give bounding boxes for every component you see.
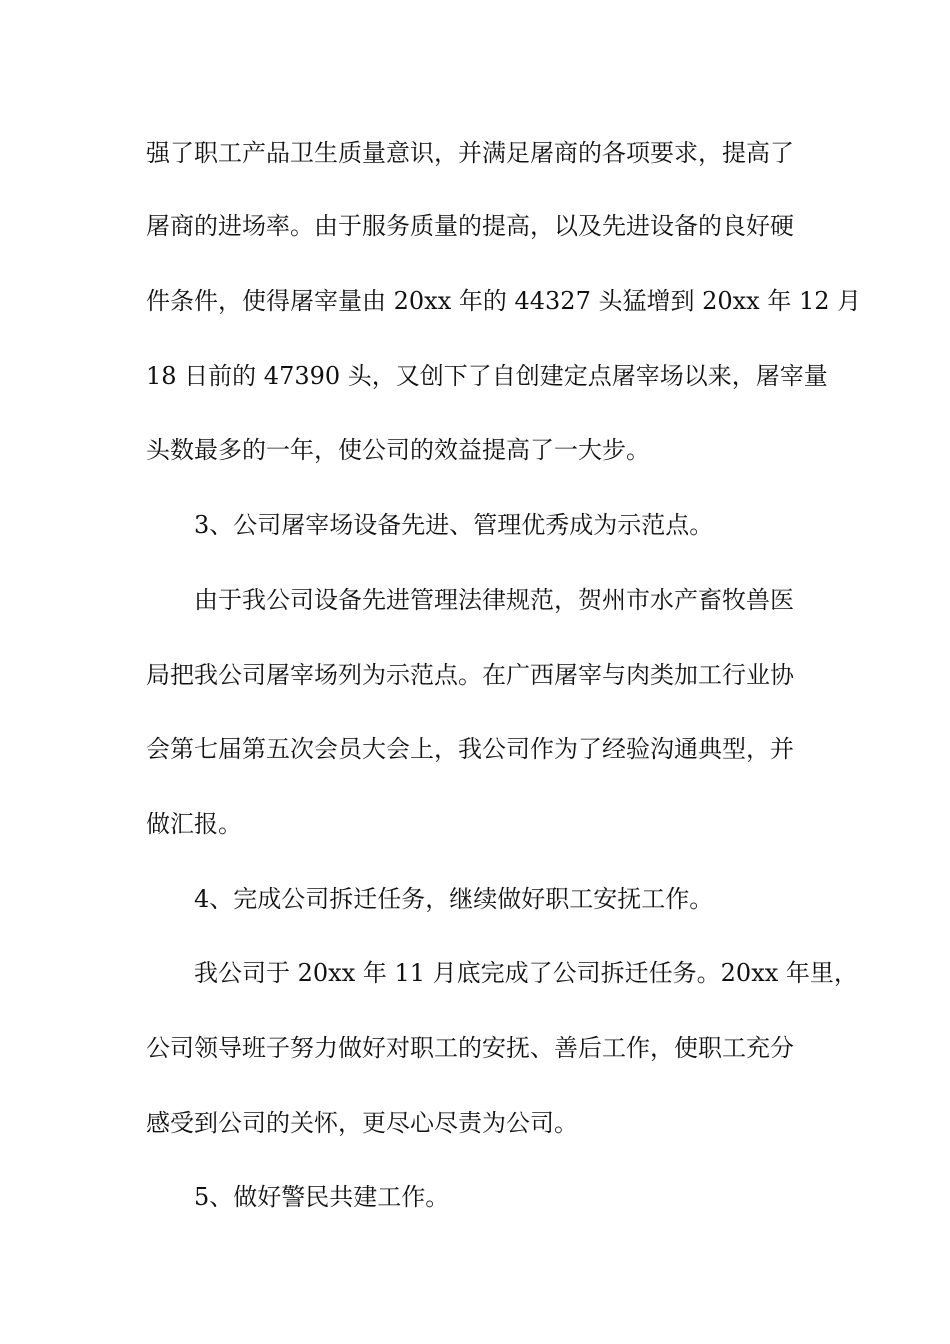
paragraph-line: 强了职工产品卫生质量意识，并满足屠商的各项要求，提高了: [146, 139, 794, 167]
paragraph-line: 我公司于 20xx 年 11 月底完成了公司拆迁任务。20xx 年里，: [194, 959, 858, 987]
paragraph-line: 件条件，使得屠宰量由 20xx 年的 44327 头猛增到 20xx 年 12 月: [146, 287, 862, 315]
paragraph-line: 公司领导班子努力做好对职工的安抚、善后工作，使职工充分: [146, 1034, 794, 1062]
paragraph-line: 感受到公司的关怀，更尽心尽责为公司。: [146, 1109, 578, 1137]
paragraph-line: 由于我公司设备先进管理法律规范，贺州市水产畜牧兽医: [194, 586, 794, 614]
paragraph-line: 会第七届第五次会员大会上，我公司作为了经验沟通典型，并: [146, 735, 794, 763]
section-heading-3: 3、公司屠宰场设备先进、管理优秀成为示范点。: [194, 511, 714, 539]
paragraph-line: 做汇报。: [146, 810, 242, 838]
section-heading-4: 4、完成公司拆迁任务，继续做好职工安抚工作。: [194, 885, 714, 913]
paragraph-line: 18 日前的 47390 头，又创下了自创建定点屠宰场以来，屠宰量: [146, 362, 828, 390]
paragraph-line: 局把我公司屠宰场列为示范点。在广西屠宰与肉类加工行业协: [146, 661, 794, 689]
paragraph-line: 头数最多的一年，使公司的效益提高了一大步。: [146, 436, 650, 464]
paragraph-line: 屠商的进场率。由于服务质量的提高，以及先进设备的良好硬: [146, 212, 794, 240]
section-heading-5: 5、做好警民共建工作。: [194, 1183, 450, 1211]
